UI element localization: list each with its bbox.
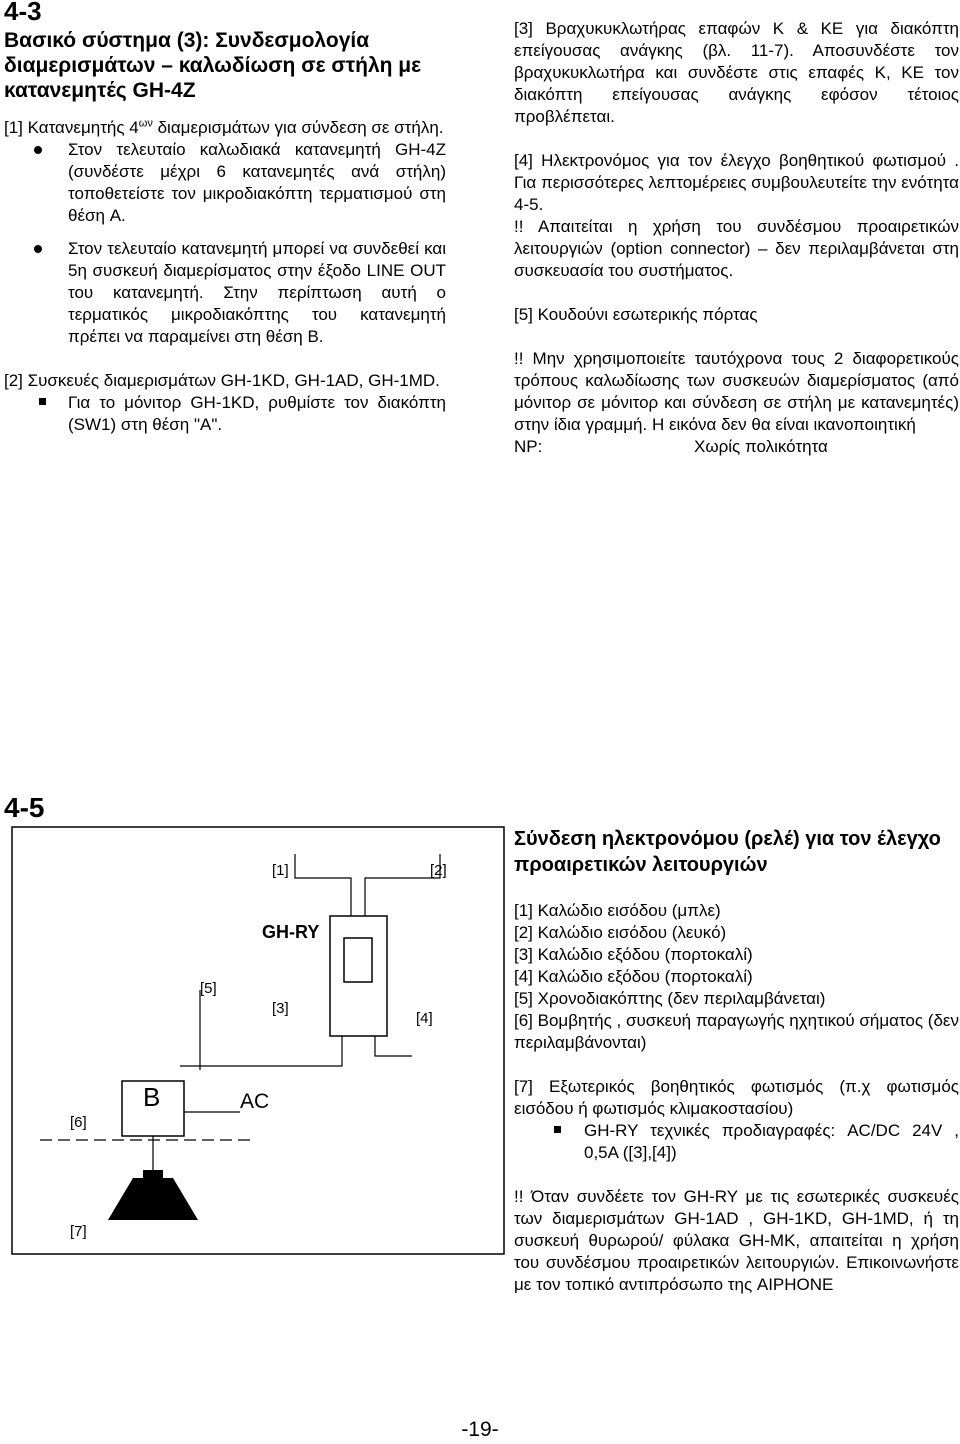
list-item: [4] Καλώδιο εξόδου (πορτοκαλί) [514, 967, 753, 986]
item-7-bullets [514, 1120, 959, 1164]
list-item [4, 392, 446, 436]
bullet-text: Στον τελευταίο κατανεμητή μπορεί να συνδεθεί και 5η συσκευή διαμερίσματος στην έξοδο LINE OUT του κατανεμητή. Στην περίπτωση αυτή ο τερματικός μικροδιακόπτης του κατανεμητή πρέπει να παραμείνει στη θέση B. [68, 239, 446, 346]
bullet-square-icon [554, 1126, 561, 1133]
np-value: Χωρίς πολικότητα [694, 437, 828, 456]
bullet-dot-icon [34, 245, 42, 253]
diagram-svg [0, 820, 510, 1260]
wire-3 [275, 1036, 342, 1066]
note-text: !! Όταν συνδέετε τον GH-RY με τις εσωτερικές συσκευές των διαμερισμάτων GH-1AD , GH-1KD, GH-1MD, ή τη συσκευή θυρωρού/ φύλακα GH-MK, απαιτείται η χρήση του συνδέσμου προαιρετικών λειτουργιών. Επικοινωνήστε με τον τοπικό αντιπρόσωπο της AIPHONE [514, 1187, 959, 1294]
np-row [514, 436, 959, 458]
section-4-5 [514, 826, 959, 1296]
box-b-label: B [143, 1082, 161, 1112]
item-7: [7] Εξωτερικός βοηθητικός φωτισμός (π.χ φωτισμός εισόδου ή φωτισμός κλιμακοστασίου) [514, 1077, 959, 1118]
item-1-bullets [4, 139, 446, 348]
item-2: [2] Συσκευές διαμερισμάτων GH-1KD, GH-1AD, GH-1MD. [4, 371, 440, 390]
section-4-5-title: Σύνδεση ηλεκτρονόμου (ρελέ) για τον έλεγχο προαιρετικών λειτουργιών [514, 828, 941, 876]
item-1-sup: ων [138, 117, 153, 130]
bullet-text: Για το μόνιτορ GH-1KD, ρυθμίστε τον διακόπτη (SW1) στη θέση "A". [68, 393, 446, 434]
device-name-label: GH-RY [262, 922, 320, 942]
ac-label: AC [240, 1090, 270, 1113]
diagram-label-5: [5] [200, 980, 217, 997]
diagram-frame [12, 827, 504, 1254]
section-number-4-5: 4-5 [4, 792, 45, 823]
section-4-3 [4, 0, 446, 436]
list-item: [6] Βομβητής , συσκευή παραγωγής ηχητικού σήματος (δεν περιλαμβάνονται) [514, 1011, 959, 1052]
list-item: [2] Καλώδιο εισόδου (λευκό) [514, 923, 727, 942]
item-1-text-end: διαμερισμάτων για σύνδεση σε στήλη. [152, 118, 444, 137]
item-2-bullets [4, 392, 446, 436]
wire-1 [295, 854, 351, 916]
lamp-icon [108, 1178, 198, 1220]
item-1 [4, 117, 446, 139]
diagram-label-7: [7] [70, 1223, 87, 1240]
item-3: [3] Βραχυκυκλωτήρας επαφών K & KE για διακόπτη επείγουσας ανάγκης (βλ. 11-7). Αποσυνδέστε τον βραχυκυκλωτήρα και συνδέστε στις επαφές K, KE τον διακόπτη επείγουσας ανάγκης εφόσον τέτοιος προβλέπεται. [514, 19, 959, 126]
list-item [4, 238, 446, 348]
diagram-label-4: [4] [416, 1010, 433, 1027]
diagram-label-1: [1] [272, 862, 289, 879]
diagram-label-6: [6] [70, 1114, 87, 1131]
bullet-square-icon [39, 398, 46, 405]
wire-2 [365, 854, 440, 916]
section-number: 4-3 [4, 0, 42, 26]
item-5: [5] Κουδούνι εσωτερικής πόρτας [514, 305, 758, 324]
list-item: [3] Καλώδιο εξόδου (πορτοκαλί) [514, 945, 753, 964]
gh-ry-window [344, 938, 372, 982]
np-label: NP: [514, 437, 543, 456]
list-item: [1] Καλώδιο εισόδου (μπλε) [514, 901, 721, 920]
bullet-text: Στον τελευταίο καλωδιακά κατανεμητή GH-4Z (συνδέστε μέχρι 6 κατανεμητές ανά στήλη) τοποθετείστε τον μικροδιακόπτη τερματισμού στη θέση A. [68, 140, 446, 225]
item-4: [4] Ηλεκτρονόμος για τον έλεγχο βοηθητικού φωτισμού . Για περισσότερες λεπτομέρειες συμβουλευτείτε την ενότητα 4-5. [514, 151, 959, 214]
item-4-note: !! Απαιτείται η χρήση του συνδέσμου προαιρετικών λειτουργιών (option connector) – δεν περιλαμβάνεται στη συσκευασία του συστήματος. [514, 217, 959, 280]
page-number: -19- [461, 1418, 499, 1441]
wire-4 [375, 1036, 412, 1056]
list-item [4, 139, 446, 227]
diagram-label-3: [3] [272, 1000, 289, 1017]
list-item: [5] Χρονοδιακόπτης (δεν περιλαμβάνεται) [514, 989, 826, 1008]
warning-text: !! Μην χρησιμοποιείτε ταυτόχρονα τους 2 διαφορετικούς τρόπους καλωδίωσης των συσκευών διαμερίσματος (από μόνιτορ σε μόνιτορ και σύνδεση σε στήλη με κατανεμητές) στην ίδια γραμμή. Η εικόνα δεν θα είναι ικανοποιητική [514, 349, 959, 434]
section-title: Βασικό σύστημα (3): Συνδεσμολογία διαμερισμάτων – καλωδίωση σε στήλη με κατανεμητές GH-4Z [4, 29, 422, 102]
section-4-3-continued [514, 18, 959, 458]
relay-wiring-diagram [0, 820, 510, 1260]
bullet-dot-icon [34, 146, 42, 154]
bullet-text: GH-RY τεχνικές προδιαγραφές: AC/DC 24V , 0,5A ([3],[4]) [584, 1121, 959, 1162]
list-item [514, 1120, 959, 1164]
diagram-label-2: [2] [430, 862, 447, 879]
lamp-base [143, 1170, 163, 1180]
item-1-text: [1] Κατανεμητής 4 [4, 118, 139, 137]
